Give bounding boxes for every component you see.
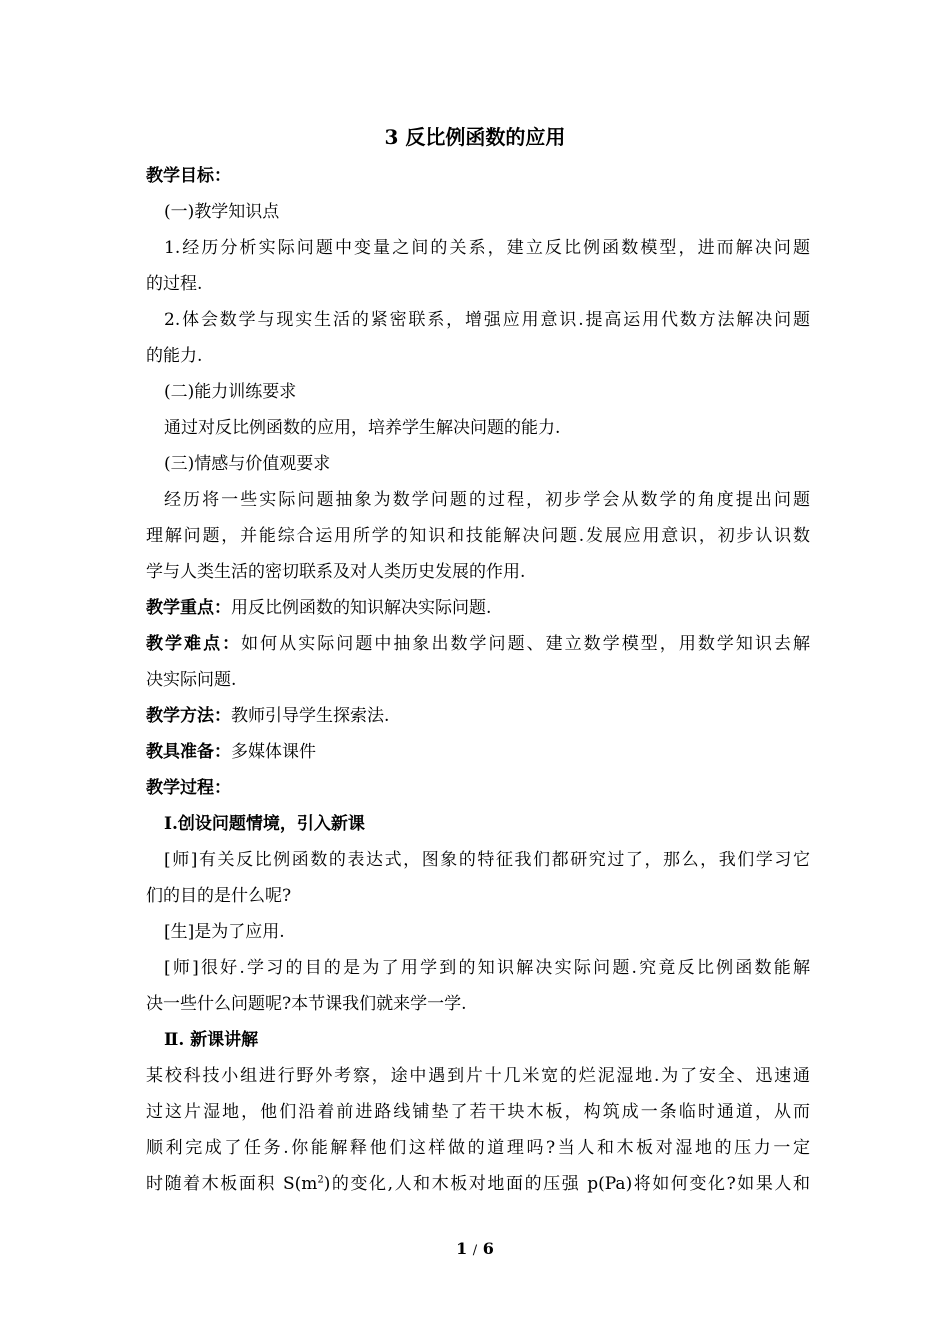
key-point-text: 用反比例函数的知识解决实际问题.: [231, 598, 492, 618]
superscript-exponent: 2: [317, 1174, 324, 1186]
key-point-label: 教学重点：: [146, 598, 231, 618]
ability-heading: (二)能力训练要求: [164, 382, 297, 402]
process-heading: 教学过程：: [146, 778, 231, 798]
emotion-heading: (三)情感与价值观要求: [164, 454, 331, 474]
lesson-line-4: [146, 1166, 810, 1202]
student-1: [生]是为了应用.: [164, 922, 285, 942]
tools-label: 教具准备：: [146, 742, 231, 762]
teacher-1-line-2: 们的目的是什么呢?: [146, 886, 292, 906]
teacher-1-line-1: [师]有关反比例函数的表达式，图象的特征我们都研究过了，那么，我们学习它: [164, 850, 810, 870]
teacher-2-line-1: [师]很好.学习的目的是为了用学到的知识解决实际问题.究竟反比例函数能解: [164, 958, 810, 978]
tools-text: 多媒体课件: [231, 742, 316, 762]
page-title: 3 反比例函数的应用: [384, 125, 566, 149]
teaching-method: [146, 698, 810, 734]
difficulty-label: 教学难点：: [146, 634, 242, 654]
method-label: 教学方法：: [146, 706, 231, 726]
page-separator: /: [472, 1243, 478, 1258]
knowledge-item-1-line-2: 的过程.: [146, 274, 203, 294]
lesson-line-4-post: )的变化,人和木板对地面的压强 p(Pa)将如何变化?如果人和: [323, 1174, 810, 1194]
difficulty-line-2: 决实际问题.: [146, 670, 237, 690]
page-total: 6: [482, 1239, 494, 1258]
emotion-line-3: 学与人类生活的密切联系及对人类历史发展的作用.: [146, 562, 526, 582]
step-2-heading: Ⅱ. 新课讲解: [164, 1030, 259, 1050]
knowledge-item-1-line-1: 1.经历分析实际问题中变量之间的关系，建立反比例函数模型，进而解决问题: [164, 238, 810, 258]
emotion-line-1: 经历将一些实际问题抽象为数学问题的过程，初步学会从数学的角度提出问题: [164, 490, 810, 510]
page-current: 1: [456, 1239, 468, 1258]
lesson-line-3: 顺利完成了任务.你能解释他们这样做的道理吗?当人和木板对湿地的压力一定: [146, 1138, 810, 1158]
difficulty-text: 如何从实际问题中抽象出数学问题、建立数学模型，用数学知识去解: [241, 634, 810, 654]
lesson-line-2: 过这片湿地，他们沿着前进路线铺垫了若干块木板，构筑成一条临时通道，从而: [146, 1102, 810, 1122]
knowledge-item-2-line-1: 2.体会数学与现实生活的紧密联系，增强应用意识.提高运用代数方法解决问题: [164, 310, 810, 330]
emotion-line-2: 理解问题，并能综合运用所学的知识和技能解决问题.发展应用意识，初步认识数: [146, 526, 810, 546]
step-1-heading: Ⅰ.创设问题情境，引入新课: [164, 814, 365, 834]
difficulty-line-1: [146, 626, 810, 662]
ability-text: 通过对反比例函数的应用，培养学生解决问题的能力.: [164, 418, 561, 438]
lesson-line-4-pre: 时随着木板面积 S(m: [146, 1174, 318, 1194]
lesson-line-1: 某校科技小组进行野外考察，途中遇到片十几米宽的烂泥湿地.为了安全、迅速通: [146, 1066, 810, 1086]
key-point: [146, 590, 810, 626]
teacher-2-line-2: 决一些什么问题呢?本节课我们就来学一学.: [146, 994, 467, 1014]
document-body: [146, 158, 810, 1202]
knowledge-heading: (一)教学知识点: [164, 202, 280, 222]
teaching-tools: [146, 734, 810, 770]
page-number: [0, 1237, 950, 1263]
goals-heading: 教学目标：: [146, 166, 231, 186]
method-text: 教师引导学生探索法.: [231, 706, 390, 726]
knowledge-item-2-line-2: 的能力.: [146, 346, 203, 366]
